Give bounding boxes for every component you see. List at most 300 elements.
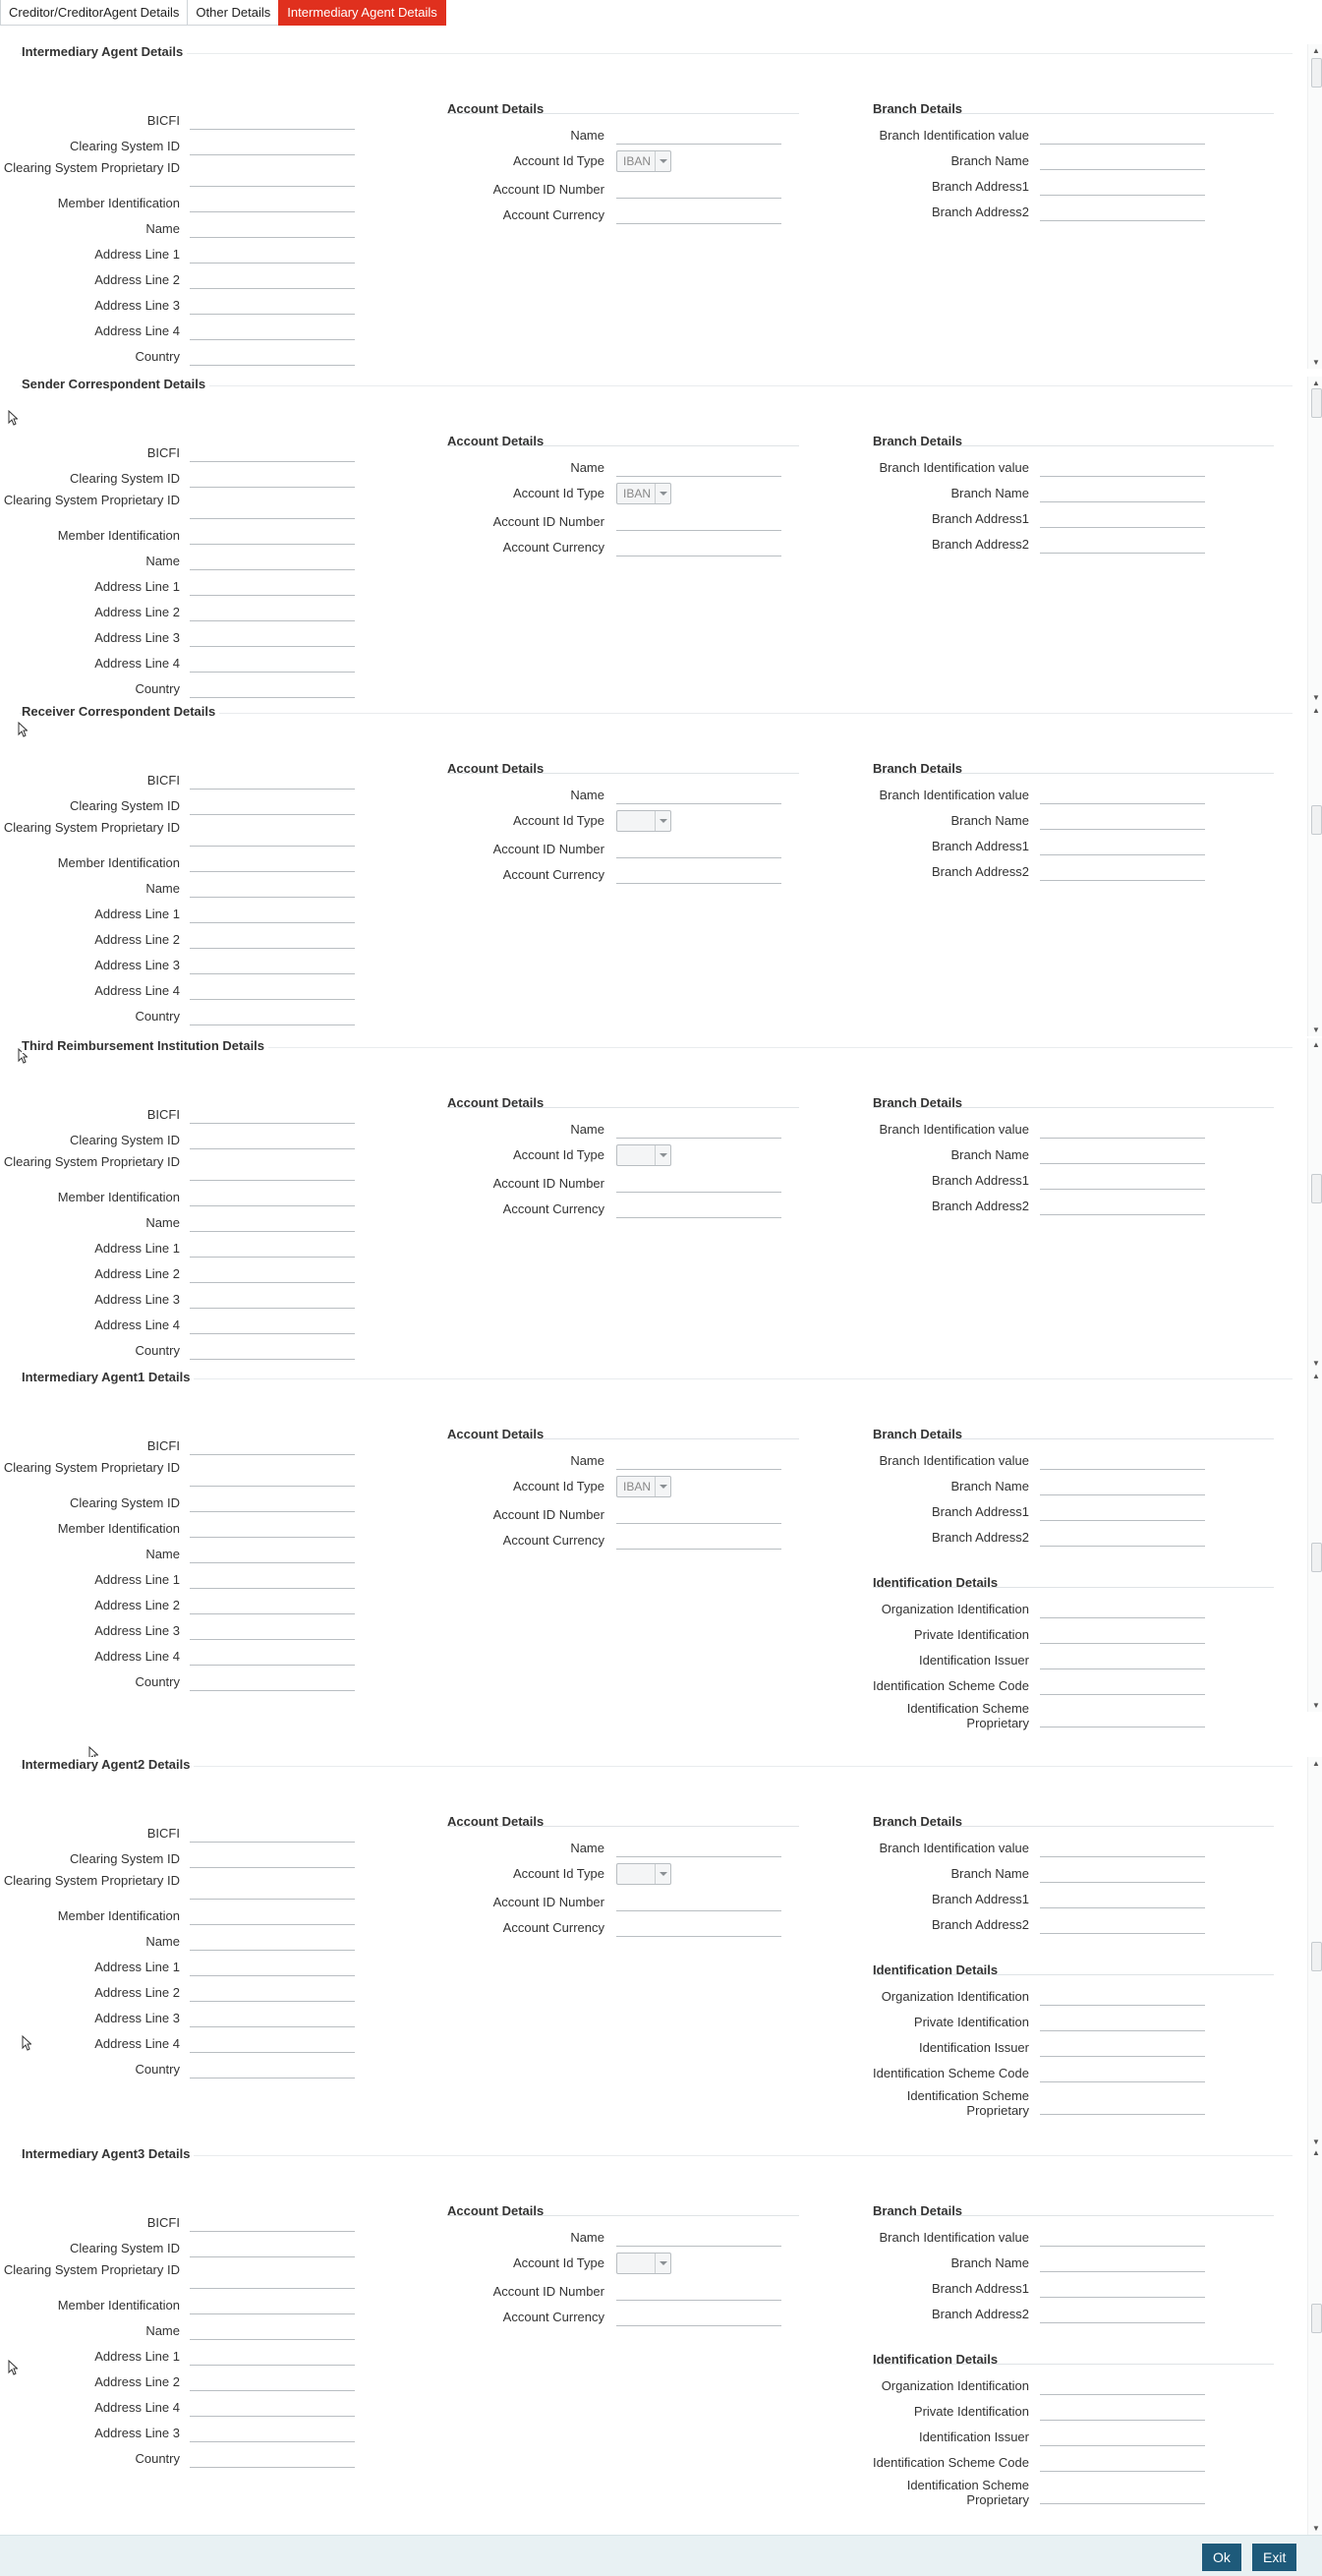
- account-details-title: Account Details: [447, 761, 545, 776]
- country-input[interactable]: [190, 1009, 355, 1025]
- branch-branch-identification-value-input[interactable]: [1040, 2230, 1205, 2247]
- ident-private-identification-field: [0, 2404, 1278, 2422]
- section-title: Sender Correspondent Details: [22, 377, 209, 391]
- branch-branch-address2-label: Branch Address2: [931, 864, 1029, 879]
- branch-branch-address1-label: Branch Address1: [931, 511, 1029, 526]
- clearing-system-id-label: Clearing System ID: [70, 1133, 180, 1147]
- bicfi-label: BICFI: [146, 1107, 180, 1122]
- branch-branch-address2-label: Branch Address2: [931, 2307, 1029, 2321]
- bicfi-label: BICFI: [146, 1438, 180, 1453]
- ident-identification-scheme-code-field: [0, 1678, 1278, 1696]
- account-details-title: Account Details: [447, 2203, 545, 2218]
- branch-branch-identification-value-field: [0, 1841, 1278, 1858]
- name-label: Name: [145, 2323, 180, 2338]
- branch-branch-address1-input[interactable]: [1040, 839, 1205, 855]
- account-account-currency-label: Account Currency: [502, 2310, 604, 2324]
- section-divider: [20, 385, 1293, 386]
- account-account-id-type-label: Account Id Type: [513, 486, 604, 500]
- branch-branch-address2-input[interactable]: [1040, 1917, 1205, 1934]
- scroll-up-icon[interactable]: ▲: [1312, 1040, 1320, 1049]
- bicfi-label: BICFI: [146, 1826, 180, 1841]
- exit-button[interactable]: Exit: [1252, 2544, 1296, 2571]
- ident-identification-scheme-code-field: [0, 2455, 1278, 2473]
- section-intermediary-agent-details: [0, 44, 1322, 377]
- address-line-2-input[interactable]: [190, 605, 355, 621]
- ident-identification-issuer-label: Identification Issuer: [918, 2040, 1029, 2055]
- country-label: Country: [135, 2062, 180, 2077]
- branch-branch-identification-value-label: Branch Identification value: [879, 1841, 1029, 1855]
- ident-private-identification-field: [0, 1627, 1278, 1645]
- branch-branch-address2-input[interactable]: [1040, 1199, 1205, 1215]
- address-line-2-field: [0, 932, 1278, 950]
- tab-creditor-details[interactable]: Creditor/CreditorAgent Details: [0, 0, 188, 26]
- branch-branch-identification-value-input[interactable]: [1040, 1841, 1205, 1857]
- branch-branch-identification-value-field: [0, 460, 1278, 478]
- account-name-label: Name: [570, 788, 604, 802]
- scroll-up-icon[interactable]: ▲: [1312, 706, 1320, 715]
- address-line-4-input[interactable]: [190, 983, 355, 1000]
- address-line-3-label: Address Line 3: [94, 1623, 180, 1638]
- branch-branch-address1-field: [0, 1173, 1278, 1191]
- ident-identification-issuer-input[interactable]: [1040, 2040, 1205, 2057]
- clearing-system-proprietary-id-label: Clearing System Proprietary ID: [3, 2262, 180, 2277]
- ident-identification-scheme-code-input[interactable]: [1040, 2455, 1205, 2472]
- address-line-1-field: [0, 1241, 1278, 1259]
- ident-private-identification-input[interactable]: [1040, 2404, 1205, 2421]
- address-line-1-input[interactable]: [190, 1241, 355, 1258]
- scroll-down-icon[interactable]: ▼: [1312, 1359, 1320, 1368]
- account-divider: [447, 1826, 799, 1827]
- country-label: Country: [135, 1343, 180, 1358]
- account-account-id-type-label: Account Id Type: [513, 1479, 604, 1493]
- address-line-1-label: Address Line 1: [94, 579, 180, 594]
- branch-branch-identification-value-field: [0, 128, 1278, 146]
- clearing-system-proprietary-id-label: Clearing System Proprietary ID: [3, 820, 180, 835]
- branch-branch-address2-input[interactable]: [1040, 1530, 1205, 1547]
- branch-branch-address2-label: Branch Address2: [931, 205, 1029, 219]
- ident-identification-scheme-proprietary-field: [0, 2478, 1278, 2507]
- section-scrollbar[interactable]: [1307, 704, 1322, 1036]
- ident-identification-scheme-proprietary-input[interactable]: [1040, 2488, 1205, 2504]
- scroll-down-icon[interactable]: ▼: [1312, 2524, 1320, 2533]
- account-account-id-type-value: IBAN: [623, 487, 652, 500]
- branch-divider: [873, 1438, 1274, 1439]
- address-line-2-label: Address Line 2: [94, 605, 180, 619]
- branch-divider: [873, 1826, 1274, 1827]
- ident-organization-identification-field: [0, 1989, 1278, 2007]
- address-line-4-field: [0, 656, 1278, 673]
- section-scrollbar[interactable]: [1307, 377, 1322, 704]
- ident-identification-issuer-field: [0, 1653, 1278, 1670]
- section-title: Intermediary Agent Details: [22, 44, 187, 59]
- branch-branch-address2-input[interactable]: [1040, 2307, 1205, 2323]
- branch-branch-name-field: [0, 1866, 1278, 1884]
- address-line-4-field: [0, 983, 1278, 1001]
- scroll-down-icon[interactable]: ▼: [1312, 358, 1320, 367]
- branch-branch-address1-label: Branch Address1: [931, 1504, 1029, 1519]
- mouse-pointer-icon: [22, 2035, 31, 2051]
- ident-identification-issuer-field: [0, 2040, 1278, 2058]
- address-line-2-input[interactable]: [190, 1266, 355, 1283]
- branch-branch-name-field: [0, 486, 1278, 503]
- country-label: Country: [135, 349, 180, 364]
- ident-identification-scheme-code-input[interactable]: [1040, 1678, 1205, 1695]
- section-scrollbar[interactable]: [1307, 44, 1322, 369]
- name-label: Name: [145, 1934, 180, 1949]
- address-line-1-input[interactable]: [190, 1572, 355, 1589]
- branch-branch-name-label: Branch Name: [950, 1147, 1029, 1162]
- ident-identification-issuer-input[interactable]: [1040, 1653, 1205, 1669]
- section-title: Third Reimbursement Institution Details: [22, 1038, 268, 1053]
- ident-identification-issuer-input[interactable]: [1040, 2430, 1205, 2446]
- address-line-3-field: [0, 958, 1278, 975]
- branch-details-title: Branch Details: [873, 2203, 963, 2218]
- branch-branch-identification-value-label: Branch Identification value: [879, 128, 1029, 143]
- branch-branch-address2-field: [0, 205, 1278, 222]
- scroll-down-icon[interactable]: ▼: [1312, 2137, 1320, 2146]
- scrollbar-thumb[interactable]: [1311, 388, 1322, 418]
- address-line-2-field: [0, 1266, 1278, 1284]
- ident-identification-scheme-proprietary-input[interactable]: [1040, 2098, 1205, 2115]
- branch-branch-name-field: [0, 2255, 1278, 2273]
- account-divider: [447, 113, 799, 114]
- address-line-4-label: Address Line 4: [94, 2036, 180, 2051]
- address-line-3-label: Address Line 3: [94, 2011, 180, 2025]
- scroll-up-icon[interactable]: ▲: [1312, 379, 1320, 387]
- branch-branch-identification-value-input[interactable]: [1040, 1453, 1205, 1470]
- ident-organization-identification-label: Organization Identification: [881, 1602, 1029, 1616]
- address-line-2-input[interactable]: [190, 272, 355, 289]
- member-identification-label: Member Identification: [57, 528, 180, 543]
- country-field: [0, 349, 1278, 367]
- branch-details-title: Branch Details: [873, 1095, 963, 1110]
- account-account-id-type-label: Account Id Type: [513, 153, 604, 168]
- address-line-1-input[interactable]: [190, 579, 355, 596]
- branch-branch-identification-value-field: [0, 1453, 1278, 1471]
- scrollbar-thumb[interactable]: [1311, 1174, 1322, 1203]
- branch-branch-name-field: [0, 153, 1278, 171]
- ident-organization-identification-input[interactable]: [1040, 2378, 1205, 2395]
- branch-branch-identification-value-field: [0, 1122, 1278, 1140]
- branch-branch-name-label: Branch Name: [950, 486, 1029, 500]
- ident-organization-identification-field: [0, 2378, 1278, 2396]
- branch-branch-name-input[interactable]: [1040, 1479, 1205, 1495]
- address-line-1-field: [0, 907, 1278, 924]
- account-account-id-number-label: Account ID Number: [492, 514, 604, 529]
- ident-identification-scheme-proprietary-input[interactable]: [1040, 1711, 1205, 1727]
- scroll-down-icon[interactable]: ▼: [1312, 693, 1320, 702]
- ident-private-identification-input[interactable]: [1040, 1627, 1205, 1644]
- member-identification-label: Member Identification: [57, 196, 180, 210]
- section-intermediary-agent2-details: [0, 1757, 1322, 2146]
- account-account-id-type-label: Account Id Type: [513, 2255, 604, 2270]
- address-line-1-label: Address Line 1: [94, 1572, 180, 1587]
- scroll-up-icon[interactable]: ▲: [1312, 1759, 1320, 1768]
- section-scrollbar[interactable]: [1307, 2146, 1322, 2535]
- address-line-1-label: Address Line 1: [94, 247, 180, 262]
- branch-details-title: Branch Details: [873, 434, 963, 448]
- branch-branch-address1-field: [0, 839, 1278, 856]
- clearing-system-id-label: Clearing System ID: [70, 139, 180, 153]
- address-line-1-input[interactable]: [190, 907, 355, 923]
- address-line-3-label: Address Line 3: [94, 298, 180, 313]
- branch-branch-name-input[interactable]: [1040, 813, 1205, 830]
- branch-branch-name-input[interactable]: [1040, 486, 1205, 502]
- branch-details-title: Branch Details: [873, 101, 963, 116]
- ident-identification-scheme-code-input[interactable]: [1040, 2066, 1205, 2082]
- account-account-id-type-label: Account Id Type: [513, 813, 604, 828]
- account-account-id-number-label: Account ID Number: [492, 2284, 604, 2299]
- branch-branch-address1-field: [0, 1892, 1278, 1909]
- address-line-1-field: [0, 247, 1278, 264]
- address-line-3-input[interactable]: [190, 630, 355, 647]
- country-label: Country: [135, 681, 180, 696]
- branch-branch-identification-value-input[interactable]: [1040, 460, 1205, 477]
- scroll-up-icon[interactable]: ▲: [1312, 2148, 1320, 2157]
- branch-branch-name-label: Branch Name: [950, 153, 1029, 168]
- address-line-1-label: Address Line 1: [94, 1241, 180, 1256]
- branch-branch-name-field: [0, 1479, 1278, 1496]
- branch-branch-address1-field: [0, 2281, 1278, 2299]
- account-account-currency-label: Account Currency: [502, 540, 604, 555]
- address-line-3-field: [0, 298, 1278, 316]
- branch-branch-address1-input[interactable]: [1040, 511, 1205, 528]
- branch-branch-name-label: Branch Name: [950, 2255, 1029, 2270]
- account-account-currency-label: Account Currency: [502, 1533, 604, 1548]
- member-identification-label: Member Identification: [57, 1908, 180, 1923]
- ident-organization-identification-input[interactable]: [1040, 1602, 1205, 1618]
- country-field: [0, 1009, 1278, 1026]
- country-input[interactable]: [190, 1343, 355, 1360]
- address-line-4-field: [0, 323, 1278, 341]
- branch-branch-address1-input[interactable]: [1040, 2281, 1205, 2298]
- address-line-4-label: Address Line 4: [94, 656, 180, 671]
- address-line-1-input[interactable]: [190, 1960, 355, 1976]
- branch-branch-name-field: [0, 813, 1278, 831]
- scrollbar-thumb[interactable]: [1311, 2304, 1322, 2333]
- clearing-system-proprietary-id-label: Clearing System Proprietary ID: [3, 160, 180, 175]
- account-account-currency-label: Account Currency: [502, 1201, 604, 1216]
- account-details-title: Account Details: [447, 101, 545, 116]
- branch-branch-name-input[interactable]: [1040, 1866, 1205, 1883]
- branch-branch-address1-label: Branch Address1: [931, 1892, 1029, 1906]
- address-line-2-label: Address Line 2: [94, 1598, 180, 1612]
- branch-branch-identification-value-label: Branch Identification value: [879, 788, 1029, 802]
- branch-branch-address1-field: [0, 511, 1278, 529]
- branch-details-title: Branch Details: [873, 1427, 963, 1441]
- name-label: Name: [145, 221, 180, 236]
- address-line-3-input[interactable]: [190, 1292, 355, 1309]
- account-divider: [447, 2215, 799, 2216]
- country-input[interactable]: [190, 349, 355, 366]
- country-label: Country: [135, 1674, 180, 1689]
- branch-details-title: Branch Details: [873, 761, 963, 776]
- branch-branch-name-label: Branch Name: [950, 1866, 1029, 1881]
- scroll-down-icon[interactable]: ▼: [1312, 1701, 1320, 1710]
- clearing-system-id-label: Clearing System ID: [70, 1851, 180, 1866]
- branch-branch-address1-field: [0, 179, 1278, 197]
- branch-branch-name-label: Branch Name: [950, 813, 1029, 828]
- branch-branch-identification-value-label: Branch Identification value: [879, 460, 1029, 475]
- account-details-title: Account Details: [447, 1427, 545, 1441]
- address-line-3-field: [0, 1292, 1278, 1310]
- ident-identification-scheme-code-label: Identification Scheme Code: [873, 2455, 1029, 2470]
- ident-identification-scheme-proprietary-field: [0, 1701, 1278, 1730]
- account-account-id-type-value: IBAN: [623, 154, 652, 168]
- clearing-system-proprietary-id-label: Clearing System Proprietary ID: [3, 1873, 180, 1888]
- account-divider: [447, 773, 799, 774]
- scrollbar-thumb[interactable]: [1311, 1942, 1322, 1971]
- branch-branch-address1-input[interactable]: [1040, 1173, 1205, 1190]
- section-divider: [20, 1766, 1293, 1767]
- account-account-id-number-label: Account ID Number: [492, 1895, 604, 1909]
- branch-branch-address1-input[interactable]: [1040, 179, 1205, 196]
- branch-branch-identification-value-input[interactable]: [1040, 1122, 1205, 1139]
- address-line-3-label: Address Line 3: [94, 2426, 180, 2440]
- branch-branch-address2-input[interactable]: [1040, 537, 1205, 554]
- section-sender-correspondent-details: [0, 377, 1322, 704]
- address-line-2-field: [0, 272, 1278, 290]
- member-identification-label: Member Identification: [57, 2298, 180, 2313]
- account-divider: [447, 1107, 799, 1108]
- account-account-id-number-label: Account ID Number: [492, 182, 604, 197]
- clearing-system-id-label: Clearing System ID: [70, 2241, 180, 2255]
- address-line-1-label: Address Line 1: [94, 2349, 180, 2364]
- section-divider: [20, 2155, 1293, 2156]
- branch-branch-address2-label: Branch Address2: [931, 1199, 1029, 1213]
- address-line-1-input[interactable]: [190, 247, 355, 263]
- address-line-2-input[interactable]: [190, 932, 355, 949]
- mouse-pointer-icon: [8, 2360, 18, 2375]
- account-divider: [447, 445, 799, 446]
- address-line-1-field: [0, 579, 1278, 597]
- country-field: [0, 681, 1278, 699]
- address-line-4-input[interactable]: [190, 1317, 355, 1334]
- section-scrollbar[interactable]: [1307, 1757, 1322, 2148]
- address-line-4-label: Address Line 4: [94, 323, 180, 338]
- address-line-3-input[interactable]: [190, 298, 355, 315]
- branch-branch-address1-input[interactable]: [1040, 1504, 1205, 1521]
- branch-branch-address2-field: [0, 537, 1278, 555]
- branch-branch-name-field: [0, 1147, 1278, 1165]
- ident-organization-identification-field: [0, 1602, 1278, 1619]
- member-identification-label: Member Identification: [57, 1190, 180, 1204]
- ident-identification-issuer-label: Identification Issuer: [918, 1653, 1029, 1668]
- branch-branch-name-input[interactable]: [1040, 153, 1205, 170]
- scrollbar-thumb[interactable]: [1311, 805, 1322, 835]
- section-scrollbar[interactable]: [1307, 1370, 1322, 1712]
- clearing-system-id-label: Clearing System ID: [70, 471, 180, 486]
- branch-divider: [873, 113, 1274, 114]
- name-label: Name: [145, 1547, 180, 1561]
- account-name-label: Name: [570, 1453, 604, 1468]
- name-label: Name: [145, 881, 180, 896]
- address-line-2-label: Address Line 2: [94, 2374, 180, 2389]
- address-line-2-label: Address Line 2: [94, 1985, 180, 2000]
- clearing-system-proprietary-id-label: Clearing System Proprietary ID: [3, 493, 180, 507]
- scroll-up-icon[interactable]: ▲: [1312, 46, 1320, 55]
- branch-branch-address1-input[interactable]: [1040, 1892, 1205, 1908]
- branch-branch-address2-input[interactable]: [1040, 205, 1205, 221]
- ident-organization-identification-input[interactable]: [1040, 1989, 1205, 2006]
- ok-button[interactable]: Ok: [1202, 2544, 1241, 2571]
- scrollbar-thumb[interactable]: [1311, 1543, 1322, 1572]
- branch-branch-address1-field: [0, 1504, 1278, 1522]
- address-line-3-input[interactable]: [190, 958, 355, 974]
- bicfi-label: BICFI: [146, 773, 180, 788]
- bicfi-label: BICFI: [146, 113, 180, 128]
- country-input[interactable]: [190, 681, 355, 698]
- branch-branch-identification-value-input[interactable]: [1040, 788, 1205, 804]
- address-line-4-label: Address Line 4: [94, 1649, 180, 1664]
- address-line-4-input[interactable]: [190, 656, 355, 673]
- ident-identification-scheme-proprietary-label: Identification Scheme Proprietary: [906, 2088, 1029, 2118]
- branch-divider: [873, 2215, 1274, 2216]
- name-label: Name: [145, 1215, 180, 1230]
- clearing-system-id-label: Clearing System ID: [70, 1495, 180, 1510]
- ident-private-identification-label: Private Identification: [913, 2015, 1029, 2029]
- ident-identification-issuer-label: Identification Issuer: [918, 2430, 1029, 2444]
- branch-branch-identification-value-field: [0, 2230, 1278, 2248]
- section-scrollbar[interactable]: [1307, 1038, 1322, 1370]
- address-line-3-label: Address Line 3: [94, 958, 180, 972]
- account-details-title: Account Details: [447, 1095, 545, 1110]
- branch-branch-name-label: Branch Name: [950, 1479, 1029, 1493]
- ident-organization-identification-label: Organization Identification: [881, 1989, 1029, 2004]
- tab-other-details[interactable]: Other Details: [187, 0, 279, 26]
- branch-branch-identification-value-input[interactable]: [1040, 128, 1205, 145]
- branch-branch-address2-field: [0, 1199, 1278, 1216]
- branch-branch-address2-input[interactable]: [1040, 864, 1205, 881]
- section-title: Receiver Correspondent Details: [22, 704, 219, 719]
- address-line-4-field: [0, 1317, 1278, 1335]
- ident-identification-issuer-field: [0, 2430, 1278, 2447]
- scroll-up-icon[interactable]: ▲: [1312, 1372, 1320, 1380]
- section-title: Intermediary Agent2 Details: [22, 1757, 194, 1772]
- scroll-down-icon[interactable]: ▼: [1312, 1025, 1320, 1034]
- address-line-1-label: Address Line 1: [94, 1960, 180, 1974]
- ident-private-identification-label: Private Identification: [913, 2404, 1029, 2419]
- identification-divider: [873, 1974, 1274, 1975]
- section-title: Intermediary Agent3 Details: [22, 2146, 194, 2161]
- address-line-4-label: Address Line 4: [94, 2400, 180, 2415]
- section-divider: [20, 1378, 1293, 1379]
- account-name-label: Name: [570, 2230, 604, 2245]
- address-line-4-label: Address Line 4: [94, 1317, 180, 1332]
- address-line-1-input[interactable]: [190, 2349, 355, 2366]
- scrollbar-thumb[interactable]: [1311, 58, 1322, 88]
- tab-bar: [0, 0, 445, 27]
- clearing-system-proprietary-id-label: Clearing System Proprietary ID: [3, 1154, 180, 1169]
- ident-identification-scheme-proprietary-label: Identification Scheme Proprietary: [906, 2478, 1029, 2507]
- account-name-label: Name: [570, 460, 604, 475]
- branch-divider: [873, 1107, 1274, 1108]
- branch-branch-name-input[interactable]: [1040, 2255, 1205, 2272]
- branch-branch-address2-field: [0, 864, 1278, 882]
- ident-private-identification-input[interactable]: [1040, 2015, 1205, 2031]
- branch-branch-address1-label: Branch Address1: [931, 1173, 1029, 1188]
- member-identification-label: Member Identification: [57, 855, 180, 870]
- address-line-4-input[interactable]: [190, 323, 355, 340]
- identification-details-title: Identification Details: [873, 1575, 999, 1590]
- branch-branch-address1-label: Branch Address1: [931, 2281, 1029, 2296]
- branch-branch-identification-value-field: [0, 788, 1278, 805]
- tab-intermediary-agent-details[interactable]: Intermediary Agent Details: [278, 0, 445, 26]
- address-line-4-label: Address Line 4: [94, 983, 180, 998]
- branch-branch-name-input[interactable]: [1040, 1147, 1205, 1164]
- branch-branch-identification-value-label: Branch Identification value: [879, 1453, 1029, 1468]
- section-intermediary-agent3-details: [0, 2146, 1322, 2535]
